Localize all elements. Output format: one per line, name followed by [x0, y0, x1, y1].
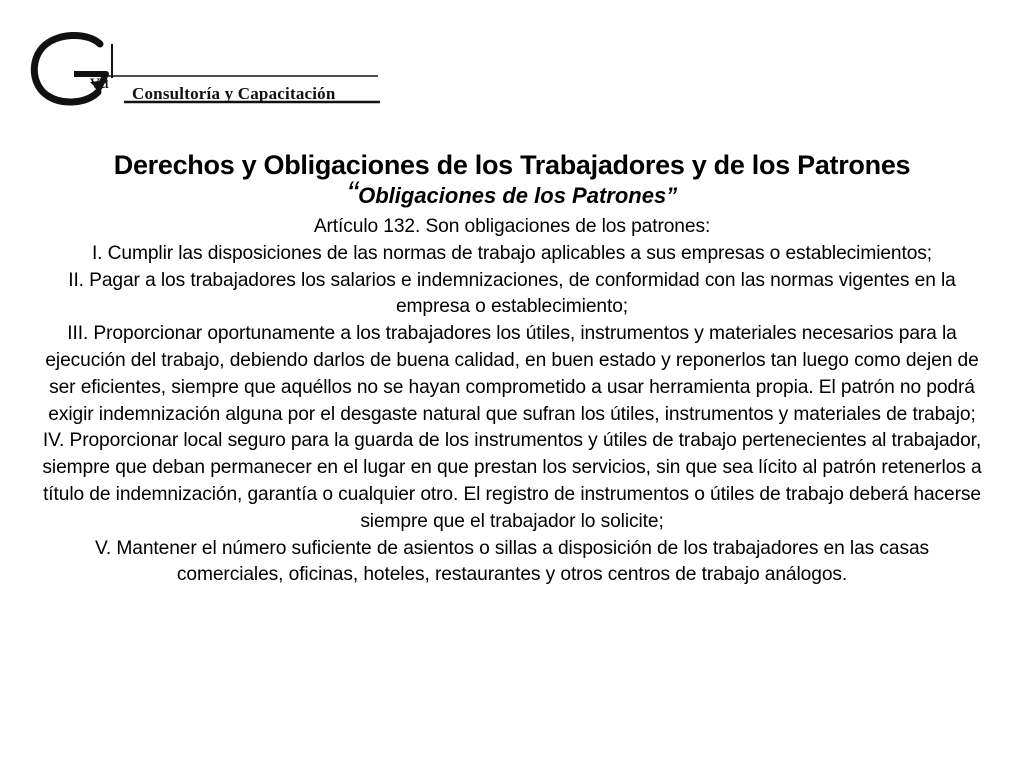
article-item: III. Proporcionar oportunamente a los trabajadores los útiles, instrumentos y materiales necesarios para la ejecución del trabajo, debiendo darlos de buena calidad, en buen estado y reponerlos tan luego como dejen de ser eficientes, siempre que aquéllos no se hayan comprometido a usar herramienta propia. El patrón no podrá exigir indemnización alguna por el desgaste natural que sufran los útiles, instrumentos y materiales de trabajo;	[45, 323, 979, 425]
logo-tagline: Consultoría y Capacitación	[132, 84, 336, 103]
slide-subtitle	[40, 175, 984, 213]
article-item: V. Mantener el número suficiente de asientos o sillas a disposición de los trabajadores en las casas comerciales, oficinas, hoteles, restaurantes y otros centros de trabajo análogos.	[94, 537, 930, 586]
article-intro: Artículo 132. Son obligaciones de los patrones:	[313, 216, 711, 237]
subtitle-open-quote: “	[346, 175, 359, 213]
logo-superscript: va	[90, 71, 109, 93]
company-logo	[28, 30, 388, 110]
article-item: I. Cumplir las disposiciones de las normas de trabajo aplicables a sus empresas o establecimientos;	[91, 242, 933, 264]
article-item: II. Pagar a los trabajadores los salarios e indemnizaciones, de conformidad con las normas vigentes en la empresa o establecimiento;	[68, 269, 956, 318]
subtitle-text: Obligaciones de los Patrones”	[358, 183, 678, 208]
article-body	[40, 214, 984, 589]
slide-title: Derechos y Obligaciones de los Trabajadores y de los Patrones	[113, 150, 911, 180]
slide-content	[40, 148, 984, 589]
article-item: IV. Proporcionar local seguro para la guarda de los instrumentos y útiles de trabajo pertenecientes al trabajador, siempre que deban permanecer en el lugar en que prestan los servicios, sin que sea lícito al patrón retenerlos a título de indemnización, garantía o cualquier otro. El registro de instrumentos o útiles de trabajo deberá hacerse siempre que el trabajador lo solicite;	[42, 430, 982, 532]
